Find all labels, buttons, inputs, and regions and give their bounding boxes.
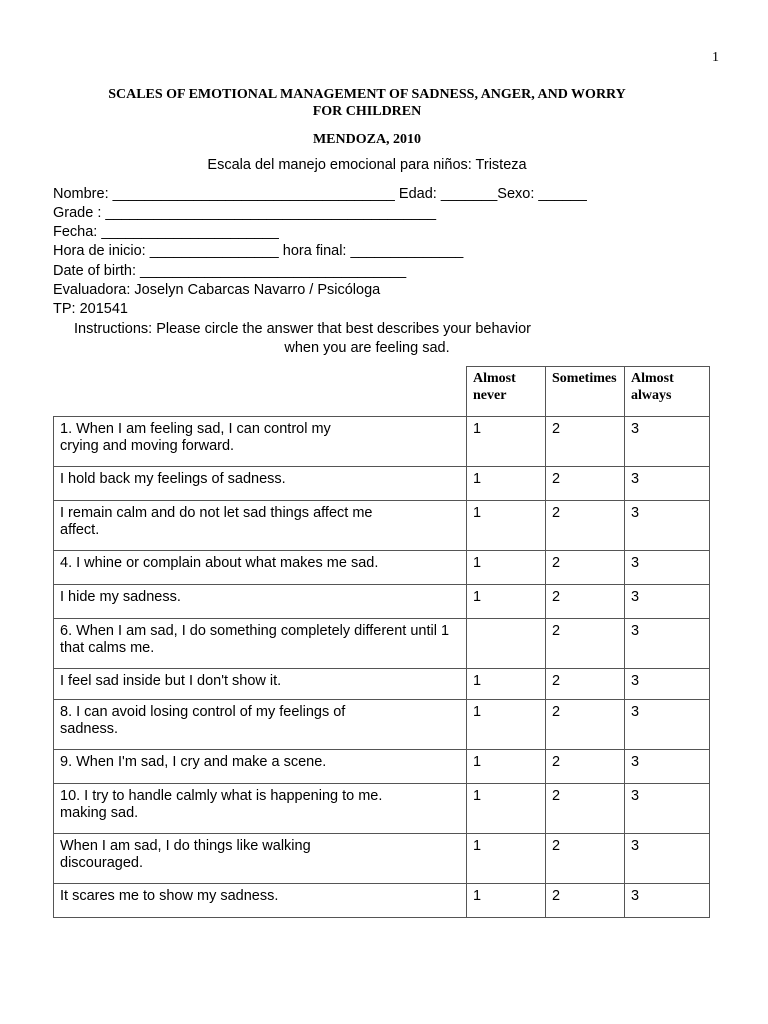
table-row: [54, 585, 710, 619]
table-row: [54, 750, 710, 784]
option-sometimes[interactable]: 2: [546, 551, 625, 585]
response-scale-table: [53, 366, 710, 918]
option-almost-never[interactable]: 1: [467, 884, 546, 918]
option-almost-always[interactable]: 3: [625, 669, 710, 700]
instructions-line2: when you are feeling sad.: [284, 340, 450, 356]
option-almost-never[interactable]: 1: [467, 700, 546, 750]
table-row: [54, 669, 710, 700]
page-number: 1: [712, 50, 719, 65]
option-sometimes[interactable]: 2: [546, 834, 625, 884]
item-text: It scares me to show my sadness.: [54, 884, 467, 918]
header-almost-never: Almost never: [467, 367, 546, 417]
header-blank-cell: [54, 367, 467, 417]
item-text: 9. When I'm sad, I cry and make a scene.: [54, 750, 467, 784]
option-sometimes[interactable]: 2: [546, 750, 625, 784]
option-almost-never[interactable]: 1: [467, 750, 546, 784]
item-text: 8. I can avoid losing control of my feelings of sadness.: [54, 700, 467, 750]
option-sometimes[interactable]: 2: [546, 585, 625, 619]
scale-subtitle: Escala del manejo emocional para niños: Tristeza: [207, 157, 527, 173]
option-sometimes[interactable]: 2: [546, 700, 625, 750]
table-row: [54, 467, 710, 501]
option-sometimes[interactable]: 2: [546, 784, 625, 834]
option-almost-never[interactable]: 1: [467, 501, 546, 551]
table-row: [54, 417, 710, 467]
option-almost-always[interactable]: 3: [625, 501, 710, 551]
field-tp: TP: 201541: [53, 301, 128, 317]
option-almost-never[interactable]: 1: [467, 585, 546, 619]
instructions: [53, 320, 681, 358]
table-row: [54, 551, 710, 585]
option-almost-never[interactable]: 1: [467, 834, 546, 884]
option-almost-always[interactable]: 3: [625, 884, 710, 918]
option-almost-never[interactable]: 1: [467, 669, 546, 700]
option-almost-always[interactable]: 3: [625, 750, 710, 784]
header-sometimes: Sometimes: [546, 367, 625, 417]
instructions-line1: Instructions: Please circle the answer that best describes your behavior: [74, 321, 531, 337]
field-fecha: Fecha: ______________________: [53, 224, 279, 240]
option-sometimes[interactable]: 2: [546, 467, 625, 501]
table-row: [54, 884, 710, 918]
option-almost-never[interactable]: 1: [467, 467, 546, 501]
item-text: I hide my sadness.: [54, 585, 467, 619]
item-text: 4. I whine or complain about what makes me sad.: [54, 551, 467, 585]
option-almost-never[interactable]: [467, 619, 546, 669]
option-almost-always[interactable]: 3: [625, 551, 710, 585]
item-text: When I am sad, I do things like walking discouraged.: [54, 834, 467, 884]
option-almost-always[interactable]: 3: [625, 417, 710, 467]
item-text: I feel sad inside but I don't show it.: [54, 669, 467, 700]
document-title-line2: FOR CHILDREN: [312, 104, 422, 119]
option-almost-never[interactable]: 1: [467, 551, 546, 585]
header-almost-always: Almost always: [625, 367, 710, 417]
field-hora: Hora de inicio: ________________ hora final: ______________: [53, 243, 464, 259]
option-almost-never[interactable]: 1: [467, 417, 546, 467]
option-almost-always[interactable]: 3: [625, 834, 710, 884]
option-sometimes[interactable]: 2: [546, 884, 625, 918]
option-sometimes[interactable]: 2: [546, 501, 625, 551]
table-row: [54, 834, 710, 884]
table-row: [54, 700, 710, 750]
document-title-line1: SCALES OF EMOTIONAL MANAGEMENT OF SADNESS, ANGER, AND WORRY: [108, 87, 626, 102]
option-almost-always[interactable]: 3: [625, 585, 710, 619]
option-almost-always[interactable]: 3: [625, 784, 710, 834]
item-text: I remain calm and do not let sad things affect me affect.: [54, 501, 467, 551]
option-sometimes[interactable]: 2: [546, 619, 625, 669]
item-text: 10. I try to handle calmly what is happening to me. making sad.: [54, 784, 467, 834]
table-header-row: [54, 367, 710, 417]
option-sometimes[interactable]: 2: [546, 669, 625, 700]
field-nombre-edad-sexo: Nombre: ___________________________________ Edad: _______Sexo: ______: [53, 186, 587, 202]
option-almost-always[interactable]: 3: [625, 700, 710, 750]
item-text: 1. When I am feeling sad, I can control my crying and moving forward.: [54, 417, 467, 467]
option-almost-always[interactable]: 3: [625, 467, 710, 501]
table-row: [54, 784, 710, 834]
option-almost-never[interactable]: 1: [467, 784, 546, 834]
field-grade: Grade : _________________________________________: [53, 205, 437, 221]
item-text: I hold back my feelings of sadness.: [54, 467, 467, 501]
item-text: 6. When I am sad, I do something completely different until 1 that calms me.: [54, 619, 467, 669]
field-date-of-birth: Date of birth: _________________________________: [53, 263, 407, 279]
table-row: [54, 619, 710, 669]
table-body: [54, 417, 710, 918]
document-title-location-year: MENDOZA, 2010: [312, 132, 422, 147]
field-evaluadora: Evaluadora: Joselyn Cabarcas Navarro / Psicóloga: [53, 282, 381, 298]
option-almost-always[interactable]: 3: [625, 619, 710, 669]
table-row: [54, 501, 710, 551]
option-sometimes[interactable]: 2: [546, 417, 625, 467]
